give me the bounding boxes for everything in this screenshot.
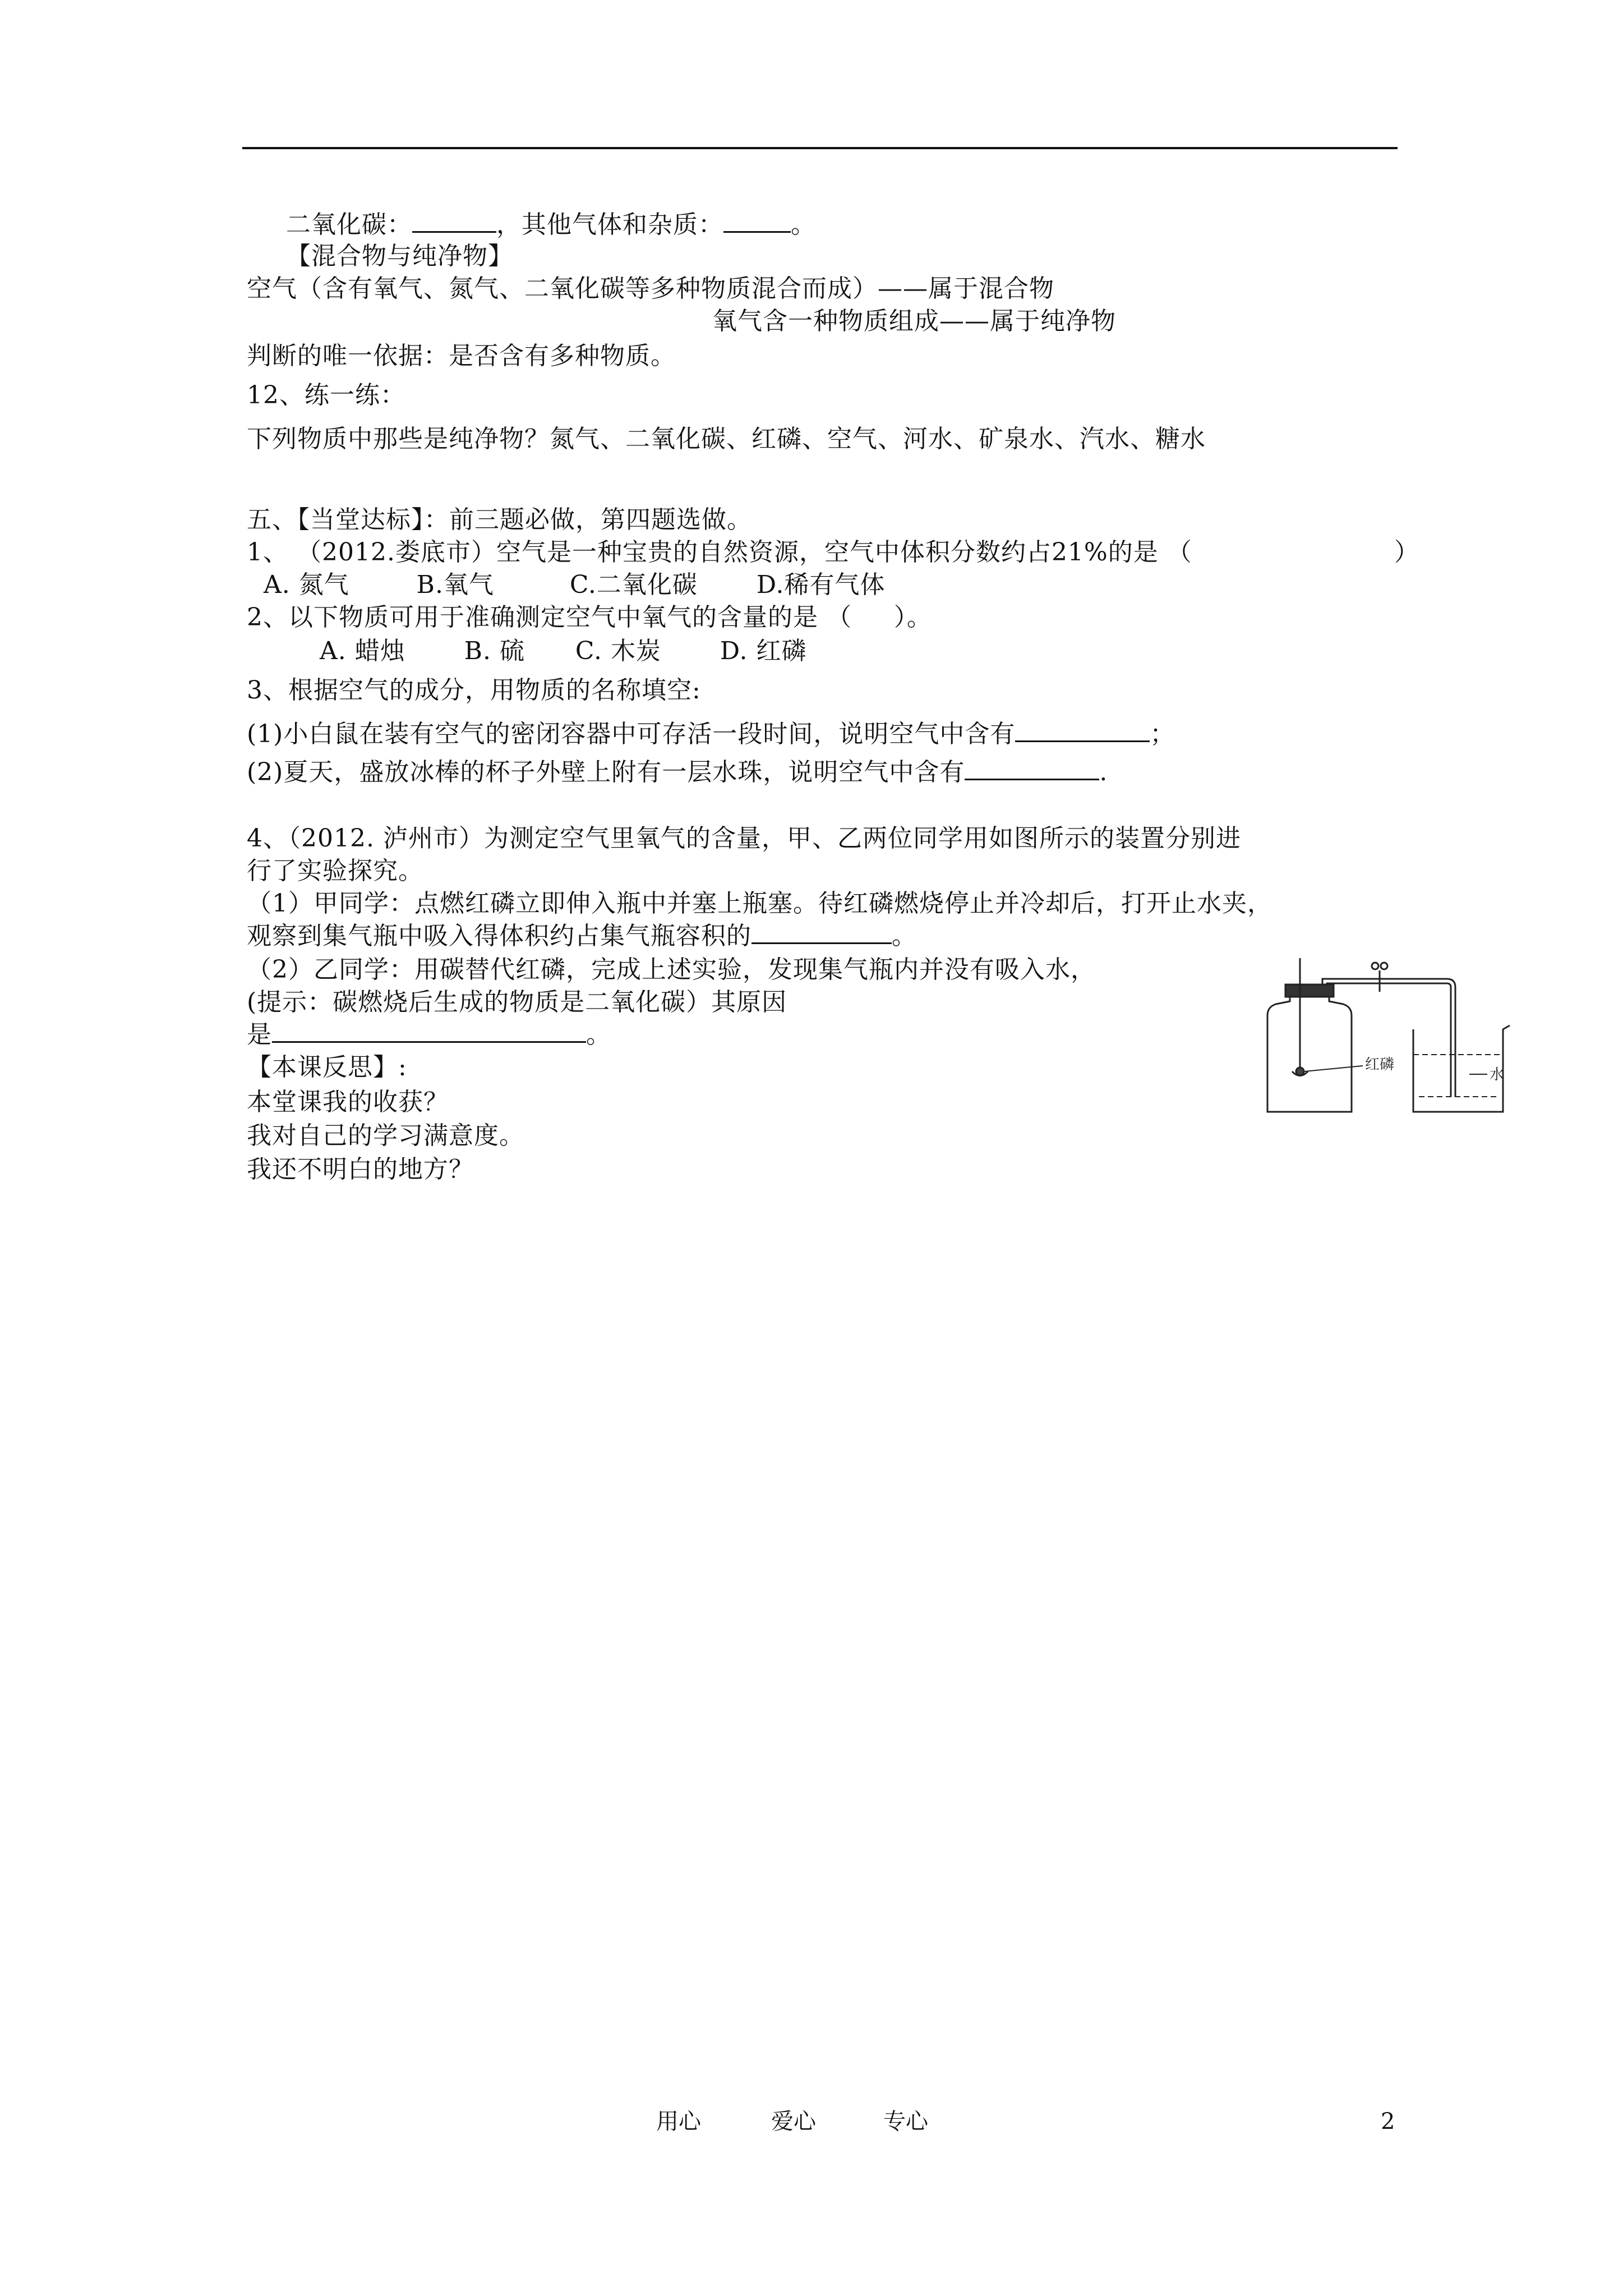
practice-question: 下列物质中那些是纯净物？氮气、二氧化碳、红磷、空气、河水、矿泉水、汽水、糖水 [247, 425, 1206, 453]
text-co2: 二氧化碳： [286, 210, 412, 239]
text-other-gases: ，其他气体和杂质： [496, 210, 723, 239]
footer-motto-1: 用心 [656, 2109, 701, 2134]
q4-1-end: 。 [892, 922, 917, 950]
question-4-part-2b: (提示：碳燃烧后生成的物质是二氧化碳）其原因 [247, 988, 787, 1016]
basis-line: 判断的唯一依据：是否含有多种物质。 [247, 342, 676, 370]
q3-2-blank [965, 756, 1099, 780]
reflection-questions: 我还不明白的地方？ [247, 1155, 474, 1184]
footer-motto-3: 专心 [883, 2109, 928, 2134]
question-4-part-1a: （1）甲同学：点燃红磷立即伸入瓶中并塞上瓶塞。待红磷燃烧停止并冷却后，打开止水夹， [247, 889, 1272, 918]
label-phosphorus: 红磷 [1365, 1056, 1395, 1073]
question-2: 2、以下物质可用于准确测定空气中氧气的含量的是 （ ）。 [247, 603, 932, 632]
practice-title: 12、练一练： [247, 381, 405, 409]
question-4-part-2a: （2）乙同学：用碳替代红磷，完成上述实验，发现集气瓶内并没有吸入水， [247, 955, 1096, 984]
reflection-satisfaction: 我对自己的学习满意度。 [247, 1121, 524, 1150]
clamp-handle-left [1372, 963, 1378, 969]
question-2-options: A. 蜡烛 B. 硫 C. 木炭 D. 红磷 [320, 637, 807, 665]
reflection-gain: 本堂课我的收获？ [247, 1088, 449, 1116]
q3-1-blank [1015, 718, 1150, 742]
section5-title: 五、【当堂达标】：前三题必做，第四题选做。 [247, 505, 752, 534]
question-1-options: A. 氮气 B.氧气 C.二氧化碳 D.稀有气体 [264, 570, 886, 599]
q4-1-text: 观察到集气瓶中吸入得体积约占集气瓶容积的 [247, 922, 751, 950]
q4-2-text: 是 [247, 1020, 272, 1049]
red-phosphorus [1296, 1068, 1304, 1075]
reflection-title: 【本课反思】: [247, 1053, 407, 1082]
question-4-line-2: 行了实验探究。 [247, 857, 423, 885]
question-3-part-2 [247, 756, 1108, 789]
air-mixture-line: 空气（含有氧气、氮气、二氧化碳等多种物质混合而成）——属于混合物 [247, 274, 1054, 303]
header-rule [242, 147, 1398, 149]
q4-2-end: 。 [586, 1020, 611, 1049]
question-4-part-1b [247, 920, 917, 953]
q3-2-end: . [1099, 758, 1108, 786]
label-water: 水 [1490, 1066, 1505, 1083]
text-period: 。 [791, 210, 816, 239]
q3-2-text: (2)夏天，盛放冰棒的杯子外壁上附有一层水珠，说明空气中含有 [247, 758, 965, 786]
clamp-handle-right [1381, 963, 1387, 969]
gas-bottle [1267, 994, 1352, 1112]
page-number: 2 [1381, 2109, 1395, 2134]
q4-2-blank [272, 1019, 586, 1043]
oxygen-pure-line: 氧气含一种物质组成——属于纯净物 [712, 307, 1116, 335]
question-4-line-1: 4、（2012. 泸州市）为测定空气里氧气的含量，甲、乙两位同学用如图所示的装置分别进 [247, 824, 1241, 853]
blank-co2 [412, 209, 496, 233]
delivery-tube-inner [1327, 983, 1451, 1097]
heading-mixture: 【混合物与纯净物】 [286, 242, 513, 270]
stopper [1285, 984, 1334, 997]
question-3-part-1 [247, 718, 1175, 751]
delivery-tube [1322, 979, 1455, 1097]
q3-1-end: ； [1150, 720, 1175, 748]
q4-1-blank [751, 920, 892, 944]
q3-1-text: (1)小白鼠在装有空气的密闭容器中可存活一段时间，说明空气中含有 [247, 720, 1016, 748]
footer-motto-2: 爱心 [771, 2109, 816, 2134]
question-1: 1、 （2012.娄底市）空气是一种宝贵的自然资源，空气中体积分数约占21%的是 （ [247, 538, 1192, 567]
question-3: 3、根据空气的成分，用物质的名称填空: [247, 676, 701, 705]
apparatus-figure [1234, 954, 1514, 1116]
question-1-close-paren: ） [1394, 538, 1419, 567]
gas-fraction-line [286, 209, 816, 241]
question-4-part-2c [247, 1019, 611, 1051]
blank-other-gases [723, 209, 791, 233]
leader-phosphorus [1304, 1066, 1363, 1071]
